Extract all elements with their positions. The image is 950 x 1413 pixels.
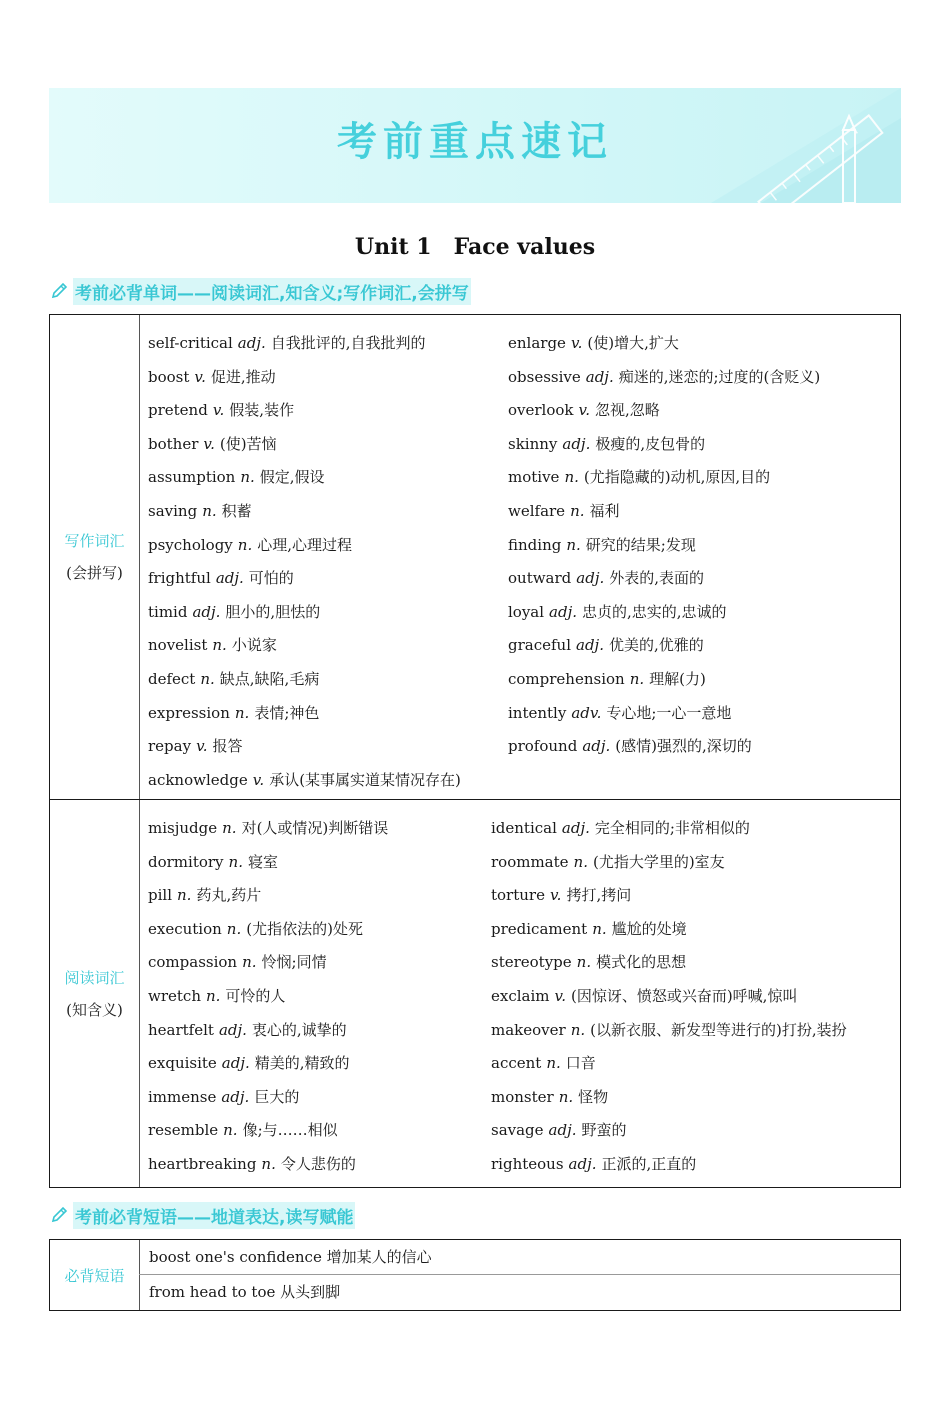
vocab-entry (491, 980, 847, 1014)
vocab-entry (148, 1047, 388, 1081)
vocab-entry (491, 1148, 847, 1182)
reading-left-column (148, 812, 388, 1182)
vocab-meaning: 小说家 (231, 636, 277, 655)
category-label: 写作词汇 (64, 532, 125, 550)
vocab-entry (148, 428, 461, 462)
vocab-pos: adj. (218, 1020, 247, 1039)
vocab-pos: n. (205, 986, 221, 1005)
writing-left-column (148, 327, 461, 797)
vocab-entry (508, 697, 820, 731)
vocab-word: compassion (148, 953, 238, 972)
vocab-entry (508, 495, 820, 529)
vocab-word: exquisite (148, 1054, 217, 1073)
vocab-word: savage (491, 1121, 544, 1140)
category-sub: (知含义) (66, 1000, 123, 1019)
vocab-entry (148, 812, 388, 846)
vocab-word: makeover (491, 1020, 566, 1039)
vocab-meaning: 怪物 (578, 1087, 609, 1106)
vocab-entry (148, 946, 388, 980)
vocab-entry (148, 1081, 388, 1115)
vocab-word: assumption (148, 468, 236, 487)
vocab-pos: n. (200, 669, 215, 688)
phrases-category (50, 1240, 140, 1310)
vocab-meaning: (尤指大学里的)室友 (592, 852, 725, 871)
vocab-entry (491, 1114, 847, 1148)
vocab-meaning: 心理,心理过程 (257, 535, 352, 554)
vocab-meaning: 理解(力) (649, 669, 706, 688)
vocab-pos: v. (252, 770, 265, 789)
vocab-pos: v. (570, 334, 583, 352)
vocab-entry (148, 562, 461, 596)
section-heading-words (50, 279, 471, 303)
vocab-word: torture (491, 886, 545, 905)
vocab-word: stereotype (491, 953, 572, 972)
writing-right-column (508, 327, 820, 764)
vocab-word: expression (148, 703, 230, 722)
vocab-pos: n. (177, 886, 192, 905)
vocab-pos: n. (592, 919, 607, 938)
vocab-word: pretend (148, 401, 208, 420)
vocab-word: outward (508, 569, 572, 588)
vocab-entry (148, 980, 388, 1014)
vocab-pos: n. (228, 852, 243, 871)
vocab-pos: adj. (221, 1054, 250, 1073)
reading-right-column (491, 812, 847, 1182)
vocab-pos: adj. (237, 334, 266, 352)
vocab-meaning: (使)增大,扩大 (587, 334, 679, 352)
section-heading-text: 考前必背短语——地道表达,读写赋能 (73, 1202, 355, 1229)
vocab-entry (508, 361, 820, 395)
vocab-word: exclaim (491, 986, 550, 1005)
ruler-pencil-icon (671, 88, 901, 203)
vocab-entry (508, 629, 820, 663)
vocab-meaning: 令人悲伤的 (280, 1154, 356, 1173)
vocab-word: heartbreaking (148, 1154, 257, 1173)
vocab-meaning: 衷心的,诚挚的 (251, 1020, 347, 1039)
vocab-word: wretch (148, 986, 201, 1005)
vocab-entry (148, 629, 461, 663)
vocab-entry (508, 730, 820, 764)
vocab-entry (508, 394, 820, 428)
vocab-entry (148, 529, 461, 563)
vocab-entry (491, 1014, 847, 1048)
vocab-pos: adj. (585, 367, 614, 386)
vocab-entry (508, 596, 820, 630)
vocab-pos: adv. (571, 703, 602, 722)
category-label: 必背短语 (64, 1266, 125, 1285)
vocab-word: enlarge (508, 334, 566, 352)
vocab-word: resemble (148, 1121, 219, 1140)
vocab-word: execution (148, 919, 222, 938)
vocab-pos: v. (554, 986, 566, 1005)
vocab-meaning: 忽视,忽略 (594, 401, 660, 420)
reading-vocab-table (49, 799, 901, 1188)
vocab-meaning: 可怕的 (248, 569, 294, 588)
vocab-pos: n. (566, 535, 581, 554)
vocab-pos: n. (240, 468, 255, 487)
vocab-pos: n. (546, 1054, 561, 1073)
vocab-meaning: 野蛮的 (581, 1121, 627, 1140)
vocab-pos: n. (570, 1020, 586, 1039)
vocab-meaning: (感情)强烈的,深切的 (615, 737, 752, 756)
vocab-meaning: 报答 (212, 737, 243, 756)
vocab-entry (491, 913, 847, 947)
vocab-entry (148, 697, 461, 731)
reading-vocab-category (50, 800, 140, 1187)
vocab-pos: adj. (215, 569, 244, 588)
vocab-word: heartfelt (148, 1020, 214, 1039)
vocab-pos: adj. (221, 1087, 250, 1106)
vocab-word: predicament (491, 919, 588, 938)
vocab-entry (508, 562, 820, 596)
vocab-entry (148, 394, 461, 428)
vocab-meaning: 拷打,拷问 (566, 886, 632, 905)
vocab-word: obsessive (508, 367, 581, 386)
section-heading-text: 考前必背单词——阅读词汇,知含义;写作词汇,会拼写 (73, 278, 471, 305)
vocab-pos: n. (226, 919, 242, 938)
vocab-meaning: 精美的,精致的 (254, 1054, 350, 1073)
vocab-meaning: 巨大的 (254, 1087, 300, 1106)
vocab-pos: v. (203, 434, 215, 453)
vocab-word: roommate (491, 852, 569, 871)
vocab-word: frightful (148, 569, 211, 588)
vocab-pos: n. (237, 535, 253, 554)
phrase-row: from head to toe 从头到脚 (149, 1283, 341, 1301)
vocab-pos: adj. (561, 819, 590, 837)
vocab-meaning: 自我批评的,自我批判的 (270, 334, 426, 352)
vocab-word: overlook (508, 401, 574, 420)
vocab-entry (148, 764, 461, 798)
vocab-meaning: 怜悯;同情 (261, 953, 327, 972)
vocab-word: finding (508, 535, 562, 554)
unit-name: Face values (453, 234, 596, 260)
vocab-word: motive (508, 468, 560, 487)
vocab-entry (148, 1114, 388, 1148)
vocab-meaning: 可怜的人 (225, 986, 286, 1005)
vocab-meaning: 专心地;一心一意地 (606, 703, 732, 722)
vocab-meaning: 像;与……相似 (242, 1121, 338, 1140)
pencil-icon (50, 1206, 68, 1224)
vocab-pos: n. (234, 703, 250, 722)
vocab-meaning: 表情;神色 (254, 703, 320, 722)
vocab-word: graceful (508, 636, 572, 655)
vocab-entry (508, 461, 820, 495)
vocab-meaning: 药丸,药片 (196, 886, 262, 905)
vocab-pos: n. (629, 669, 645, 688)
vocab-pos: n. (570, 501, 585, 520)
vocab-pos: v. (196, 737, 208, 756)
unit-label: Unit 1 (354, 234, 432, 260)
category-label: 阅读词汇 (64, 968, 125, 987)
phrases-table (49, 1239, 901, 1311)
vocab-meaning: (尤指依法的)处死 (246, 919, 363, 938)
vocab-entry (148, 361, 461, 395)
banner (49, 88, 901, 203)
vocab-meaning: (以新衣服、新发型等进行的)打扮,装扮 (590, 1020, 847, 1039)
vocab-pos: adj. (582, 737, 611, 756)
vocab-word: acknowledge (148, 770, 248, 789)
vocab-entry (148, 461, 461, 495)
vocab-pos: n. (261, 1154, 276, 1173)
pencil-icon (50, 282, 68, 300)
vocab-word: righteous (491, 1154, 564, 1173)
vocab-meaning: 促进,推动 (210, 367, 276, 386)
vocab-word: psychology (148, 535, 233, 554)
vocab-pos: n. (223, 1121, 238, 1140)
vocab-entry (148, 596, 461, 630)
vocab-pos: v. (549, 886, 562, 905)
vocab-entry (491, 812, 847, 846)
vocab-word: dormitory (148, 852, 224, 871)
vocab-meaning: 模式化的思想 (596, 953, 687, 972)
vocab-word: skinny (508, 434, 558, 453)
vocab-meaning: (使)苦恼 (219, 434, 277, 453)
vocab-meaning: 忠贞的,忠实的,忠诚的 (582, 602, 727, 621)
vocab-meaning: 假定,假设 (259, 468, 325, 487)
vocab-meaning: 研究的结果;发现 (585, 535, 696, 554)
vocab-entry (508, 327, 820, 361)
vocab-word: accent (491, 1054, 542, 1073)
vocab-meaning: 对(人或情况)判断错误 (241, 819, 389, 837)
vocab-word: pill (148, 886, 172, 905)
vocab-word: loyal (508, 602, 545, 621)
vocab-word: monster (491, 1087, 554, 1106)
vocab-pos: adj. (576, 636, 604, 655)
vocab-entry (148, 913, 388, 947)
vocab-meaning: 假装,装作 (229, 401, 295, 420)
vocab-pos: v. (578, 401, 590, 420)
vocab-meaning: 极瘦的,皮包骨的 (595, 434, 706, 453)
vocab-entry (491, 946, 847, 980)
vocab-entry (148, 846, 388, 880)
vocab-word: defect (148, 669, 196, 688)
vocab-pos: n. (564, 468, 579, 487)
vocab-entry (491, 1081, 847, 1115)
vocab-meaning: 外表的,表面的 (609, 569, 705, 588)
vocab-pos: n. (576, 953, 592, 972)
vocab-pos: v. (212, 401, 225, 420)
vocab-word: self-critical (148, 334, 233, 352)
vocab-word: novelist (148, 636, 208, 655)
unit-title (0, 234, 950, 260)
vocab-entry (148, 663, 461, 697)
vocab-meaning: (因惊讶、愤怒或兴奋而)呼喊,惊叫 (570, 986, 798, 1005)
vocab-meaning: (尤指隐藏的)动机,原因,目的 (583, 468, 771, 487)
vocab-meaning: 寝室 (247, 852, 278, 871)
category-sub: (会拼写) (66, 564, 123, 582)
vocab-meaning: 积蓄 (221, 501, 252, 520)
vocab-pos: adj. (576, 569, 605, 588)
vocab-word: identical (491, 819, 557, 837)
vocab-word: boost (148, 367, 190, 386)
vocab-entry (148, 730, 461, 764)
vocab-word: profound (508, 737, 578, 756)
vocab-meaning: 缺点,缺陷,毛病 (219, 669, 320, 688)
vocab-meaning: 承认(某事属实道某情况存在) (269, 770, 461, 789)
vocab-pos: n. (222, 819, 237, 837)
vocab-pos: n. (212, 636, 227, 655)
vocab-pos: adj. (192, 602, 221, 621)
vocab-pos: n. (242, 953, 257, 972)
banner-title: 考前重点速记 (337, 119, 613, 165)
vocab-entry (148, 327, 461, 361)
vocab-entry (508, 529, 820, 563)
vocab-entry (148, 1148, 388, 1182)
vocab-meaning: 完全相同的;非常相似的 (594, 819, 750, 837)
vocab-pos: v. (194, 367, 206, 386)
vocab-entry (508, 428, 820, 462)
vocab-entry (491, 1047, 847, 1081)
vocab-pos: n. (573, 852, 588, 871)
phrase-row: boost one's confidence 增加某人的信心 (139, 1240, 900, 1275)
vocab-entry (148, 495, 461, 529)
vocab-word: saving (148, 501, 198, 520)
section-heading-phrases (50, 1203, 355, 1227)
vocab-pos: n. (558, 1087, 574, 1106)
vocab-word: timid (148, 602, 188, 621)
writing-vocab-category (50, 315, 140, 799)
vocab-word: welfare (508, 501, 566, 520)
vocab-meaning: 尴尬的处境 (611, 919, 687, 938)
vocab-word: bother (148, 434, 199, 453)
vocab-pos: adj. (548, 1121, 577, 1140)
vocab-meaning: 优美的,优雅的 (608, 636, 704, 655)
vocab-meaning: 福利 (589, 501, 620, 520)
vocab-meaning: 口音 (565, 1054, 596, 1073)
vocab-entry (148, 879, 388, 913)
writing-vocab-table (49, 314, 901, 800)
vocab-pos: n. (202, 501, 217, 520)
vocab-word: comprehension (508, 669, 625, 688)
vocab-entry (148, 1014, 388, 1048)
vocab-entry (491, 846, 847, 880)
vocab-pos: adj. (568, 1154, 597, 1173)
vocab-pos: adj. (562, 434, 591, 453)
vocab-meaning: 正派的,正直的 (601, 1154, 697, 1173)
vocab-word: immense (148, 1087, 217, 1106)
vocab-word: misjudge (148, 819, 218, 837)
vocab-meaning: 痴迷的,迷恋的;过度的(含贬义) (618, 367, 821, 386)
vocab-entry (491, 879, 847, 913)
vocab-pos: adj. (549, 602, 578, 621)
vocab-word: repay (148, 737, 192, 756)
vocab-entry (508, 663, 820, 697)
vocab-meaning: 胆小的,胆怯的 (225, 602, 321, 621)
vocab-word: intently (508, 703, 567, 722)
